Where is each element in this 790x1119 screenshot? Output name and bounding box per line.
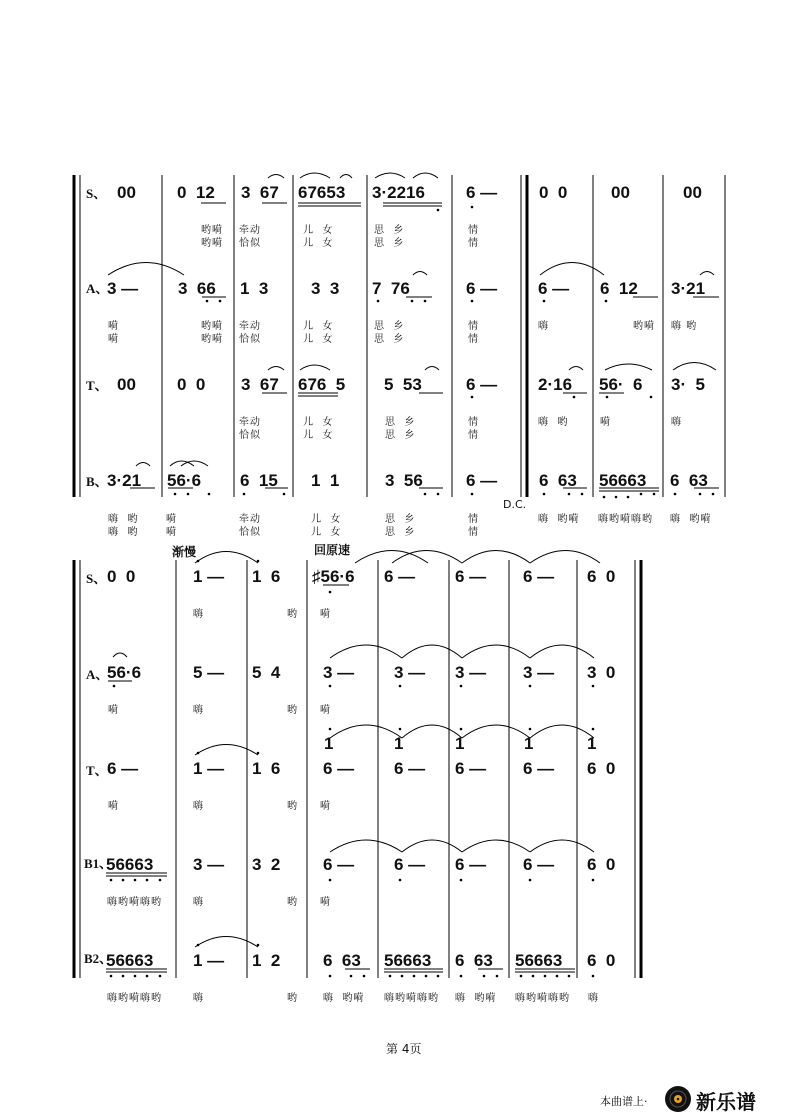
lyric: 儿 女 — [303, 430, 334, 441]
lyric: 嗨哟嗬嗨哟 — [107, 897, 162, 908]
lyric: 嗨 — [193, 801, 204, 812]
note-group: 56·6 — [107, 663, 142, 682]
note-group: 3 — — [394, 663, 426, 682]
note-group: 3·21 — [107, 471, 142, 490]
lyric: 情 — [468, 334, 479, 345]
part-label-soprano: S、 — [86, 571, 107, 586]
lyric: 嗬 — [320, 897, 331, 908]
lyric: 牵动 — [239, 321, 261, 332]
lyric: 哟 — [287, 993, 298, 1004]
lyric: 哟嗬 — [633, 321, 655, 332]
note-group: 3 67 — [241, 375, 279, 394]
note-group: 3 — — [193, 855, 225, 874]
lyric: 牵动 — [239, 417, 261, 428]
note-group: 6 — — [455, 759, 487, 778]
credit-text: 本曲谱上· — [600, 1095, 648, 1108]
note-group: 56663 — [106, 951, 154, 970]
lyric: 情 — [468, 527, 479, 538]
note-group: 3·2216 — [372, 183, 425, 202]
note-group: 6 — — [538, 279, 570, 298]
lyric: 情 — [468, 225, 479, 236]
note-group: 56663 — [384, 951, 432, 970]
note-group: 6 0 — [587, 567, 616, 586]
note-group: 6 — — [384, 567, 416, 586]
note-group: 0 0 — [107, 567, 136, 586]
note-group: 6 — — [323, 855, 355, 874]
note-group: 6 0 — [587, 951, 616, 970]
note-group: 1 — — [193, 567, 225, 586]
lyric: 恰似 — [239, 334, 261, 345]
note-group: 00 — [611, 183, 630, 202]
lyric: 情 — [468, 430, 479, 441]
lyric: 嗬 — [166, 527, 177, 538]
note-group: 56663 — [599, 471, 647, 490]
note-group: 6 — — [466, 375, 498, 394]
note-group: 3 — — [523, 663, 555, 682]
lyric: 哟嗬 — [201, 321, 223, 332]
note-group: 3 — — [107, 279, 139, 298]
note-group: 6 15 — [240, 471, 278, 490]
note-group: 56663 — [106, 855, 154, 874]
note-group: 1 6 — [252, 759, 281, 778]
note-group: 00 — [683, 183, 702, 202]
lyric: 儿 女 — [303, 334, 334, 345]
lyric: 思 乡 — [385, 417, 416, 428]
lyric: 情 — [468, 321, 479, 332]
note-group: 6 — — [394, 759, 426, 778]
part-label-alto: A、 — [86, 281, 109, 296]
note-group: 3·21 — [671, 279, 706, 298]
lyric: 嗨 哟 — [538, 417, 569, 428]
note-group: 6 — — [466, 279, 498, 298]
note-upper: 1 — [394, 734, 404, 753]
note-group: 2·16 — [538, 375, 573, 394]
note-group: 7 76 — [372, 279, 410, 298]
note-group: 6 — — [455, 567, 487, 586]
note-upper: 1 — [587, 734, 597, 753]
part-label-tenor: T、 — [86, 378, 108, 393]
vinyl-disc-icon — [665, 1086, 691, 1112]
note-upper: 1 — [524, 734, 534, 753]
note-group: 6 — — [466, 471, 498, 490]
lyric: 哟 — [287, 705, 298, 716]
lyric: 嗨 哟嗬 — [538, 514, 580, 525]
note-group: 3 2 — [252, 855, 281, 874]
lyric: 哟 — [287, 609, 298, 620]
part-label-bass-2: B2、 — [84, 951, 113, 966]
note-group: 1 6 — [252, 567, 281, 586]
note-group: 1 — — [193, 759, 225, 778]
note-group: 6 12 — [600, 279, 638, 298]
lyric: 嗬 — [108, 321, 119, 332]
note-group: 5 — — [193, 663, 225, 682]
lyric: 儿 女 — [303, 238, 334, 249]
note-group: 5 4 — [252, 663, 281, 682]
note-group: 6 — — [523, 567, 555, 586]
lyric: 嗨哟嗬嗨哟 — [107, 993, 162, 1004]
page-number: 第 4页 — [386, 1042, 422, 1056]
part-label-alto: A、 — [86, 667, 109, 682]
note-group: 5 53 — [384, 375, 422, 394]
lyric: 嗬 — [320, 705, 331, 716]
lyric: 思 乡 — [385, 430, 416, 441]
note-group: 0 0 — [177, 375, 206, 394]
note-group: 56·6 — [167, 471, 202, 490]
note-group: 6 — — [523, 855, 555, 874]
lyric: 嗬 — [108, 801, 119, 812]
lyric: 情 — [468, 238, 479, 249]
lyric: 嗨 哟嗬 — [455, 993, 497, 1004]
lyric: 嗬 — [108, 334, 119, 345]
note-group: 1 3 — [240, 279, 269, 298]
note-group: 56663 — [515, 951, 563, 970]
lyric: 儿 女 — [303, 417, 334, 428]
note-group: 56· 6 — [599, 375, 643, 394]
note-group: 6 — — [466, 183, 498, 202]
note-group: 3· 5 — [671, 375, 706, 394]
note-group: 6 — — [455, 855, 487, 874]
lyric: 嗬 — [600, 417, 611, 428]
lyric: 嗬 — [166, 514, 177, 525]
lyric: 嗨 — [193, 609, 204, 620]
lyric: 思 乡 — [374, 334, 405, 345]
lyric: 嗨 哟嗬 — [323, 993, 365, 1004]
note-group: 6 0 — [587, 855, 616, 874]
tempo-mark-a-tempo: 回原速 — [314, 543, 351, 557]
lyric: 嗨 — [588, 993, 599, 1004]
note-group: 0 12 — [177, 183, 215, 202]
lyric: 牵动 — [239, 514, 261, 525]
dc-marking: D.C. — [503, 498, 527, 511]
lyric: 哟 — [287, 801, 298, 812]
lyric: 情 — [468, 514, 479, 525]
lyric: 思 乡 — [374, 321, 405, 332]
lyric: 儿 女 — [311, 527, 342, 538]
lyric: 哟 — [287, 897, 298, 908]
part-label-bass-1: B1、 — [84, 856, 113, 871]
lyric: 思 乡 — [374, 225, 405, 236]
lyric: 嗨 哟 — [108, 527, 139, 538]
note-group: 3 67 — [241, 183, 279, 202]
lyric: 哟嗬 — [201, 238, 223, 249]
lyric: 嗨 — [538, 321, 549, 332]
note-group: 6 63 — [455, 951, 493, 970]
note-group: ♯56·6 — [312, 567, 355, 586]
note-group: 6 — — [394, 855, 426, 874]
note-upper: 1 — [455, 734, 465, 753]
lyric: 嗨 哟 — [671, 321, 698, 332]
lyric: 嗨 — [193, 897, 204, 908]
note-group: 00 — [117, 375, 136, 394]
note-group: 3 66 — [178, 279, 216, 298]
note-group: 6 — — [107, 759, 139, 778]
note-group: 6 63 — [539, 471, 577, 490]
part-label-tenor: T、 — [86, 763, 108, 778]
lyric: 儿 女 — [311, 514, 342, 525]
note-group: 67653 — [298, 183, 346, 202]
lyric: 嗨哟嗬嗨哟 — [598, 514, 653, 525]
lyric: 嗬 — [320, 609, 331, 620]
lyric: 嗨 — [671, 417, 682, 428]
lyric: 嗨哟嗬嗨哟 — [384, 993, 439, 1004]
note-group: 1 — — [193, 951, 225, 970]
lyric: 嗨 — [193, 705, 204, 716]
note-group: 3 — — [455, 663, 487, 682]
lyric: 思 乡 — [385, 527, 416, 538]
lyric: 儿 女 — [303, 321, 334, 332]
lyric: 儿 女 — [303, 225, 334, 236]
note-group: 676 5 — [298, 375, 346, 394]
note-group: 6 — — [523, 759, 555, 778]
tempo-mark-ritardando: 渐慢 — [172, 545, 197, 559]
lyric: 嗨 — [193, 993, 204, 1004]
lyric: 哟嗬 — [201, 225, 223, 236]
lyric: 情 — [468, 417, 479, 428]
note-group: 00 — [117, 183, 136, 202]
note-group: 3 3 — [311, 279, 340, 298]
note-group: 6 — — [323, 759, 355, 778]
note-group: 6 63 — [670, 471, 708, 490]
note-group: 6 63 — [323, 951, 361, 970]
lyric: 恰似 — [239, 527, 261, 538]
lyric: 思 乡 — [374, 238, 405, 249]
lyric: 嗨 哟 — [108, 514, 139, 525]
lyric: 恰似 — [239, 430, 261, 441]
note-group: 3 0 — [587, 663, 616, 682]
note-group: 0 0 — [539, 183, 568, 202]
lyric: 嗬 — [320, 801, 331, 812]
part-label-bass: B、 — [86, 474, 108, 489]
lyric: 嗨哟嗬嗨哟 — [515, 993, 570, 1004]
part-label-soprano: S、 — [86, 186, 107, 201]
note-group: 3 — — [323, 663, 355, 682]
lyric: 嗨 哟嗬 — [670, 514, 712, 525]
lyric: 哟嗬 — [201, 334, 223, 345]
note-group: 1 1 — [311, 471, 340, 490]
note-group: 1 2 — [252, 951, 281, 970]
lyric: 恰似 — [239, 238, 261, 249]
note-upper: 1 — [324, 734, 334, 753]
lyric: 嗬 — [108, 705, 119, 716]
note-group: 3 56 — [385, 471, 423, 490]
lyric: 思 乡 — [385, 514, 416, 525]
site-logo[interactable]: 新乐谱 — [696, 1090, 756, 1114]
lyric: 牵动 — [239, 225, 261, 236]
note-group: 6 0 — [587, 759, 616, 778]
